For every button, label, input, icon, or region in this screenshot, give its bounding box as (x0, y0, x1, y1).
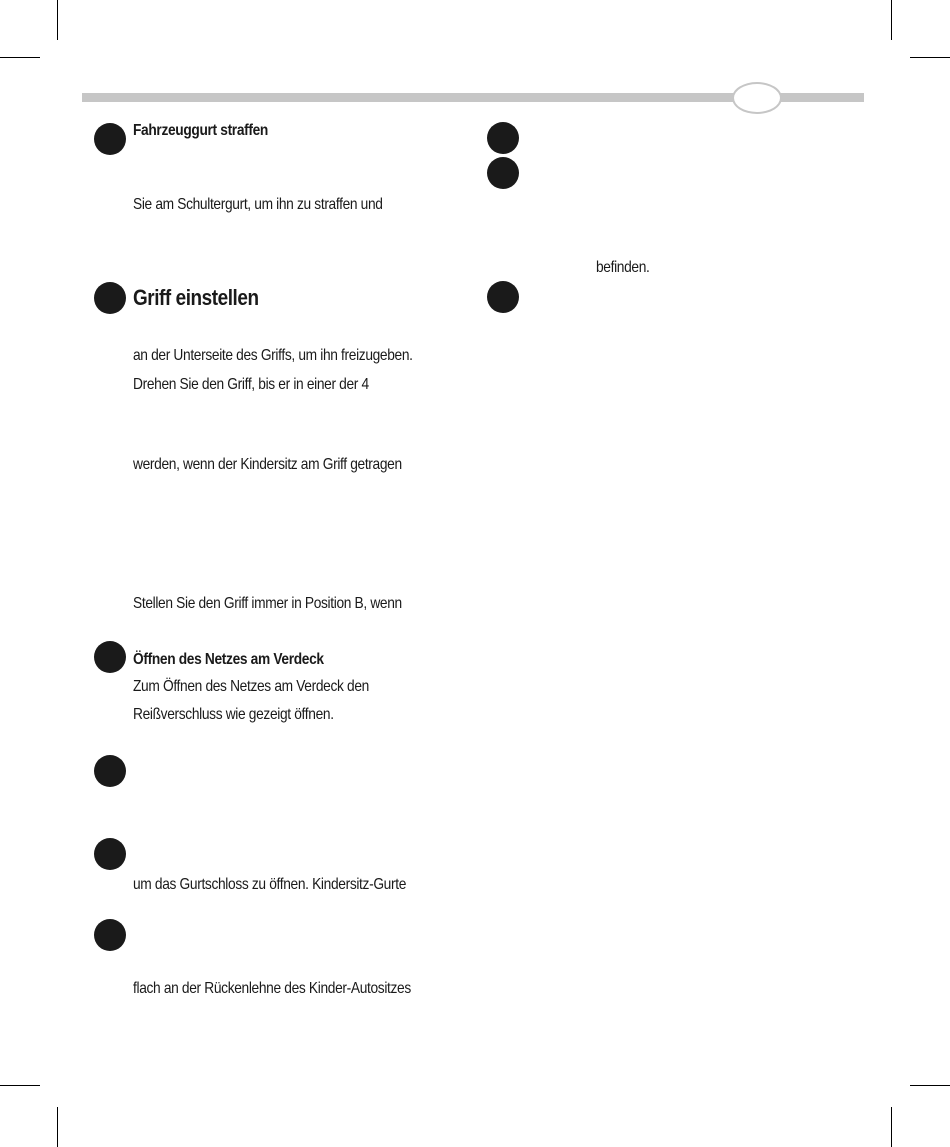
right-section2-line1: befinden. (596, 259, 650, 276)
step-bullet-2 (94, 282, 126, 314)
crop-mark-bottom-right-vertical (891, 1107, 892, 1147)
crop-mark-bottom-right-horizontal (910, 1085, 950, 1086)
crop-mark-top-left-vertical (57, 0, 58, 40)
section6-line1: flach an der Rückenlehne des Kinder-Autositzes (133, 980, 411, 997)
section-heading-griff: Griff einstellen (133, 285, 259, 310)
step-bullet-right-3 (487, 281, 519, 313)
step-bullet-right-1 (487, 122, 519, 154)
step-bullet-3 (94, 641, 126, 673)
page-number-badge (732, 82, 782, 114)
crop-mark-bottom-left-vertical (57, 1107, 58, 1147)
crop-mark-bottom-left-horizontal (0, 1085, 40, 1086)
section2-line1: an der Unterseite des Griffs, um ihn freizugeben. (133, 347, 413, 364)
section-heading-netz: Öffnen des Netzes am Verdeck (133, 651, 324, 668)
section-heading-fahrzeuggurt: Fahrzeuggurt straffen (133, 122, 268, 139)
section2-line3: werden, wenn der Kindersitz am Griff getragen (133, 456, 402, 473)
section2-line4: Stellen Sie den Griff immer in Position B, wenn (133, 595, 402, 612)
step-bullet-right-2 (487, 157, 519, 189)
step-bullet-1 (94, 123, 126, 155)
crop-mark-top-left-horizontal (0, 57, 40, 58)
step-bullet-4 (94, 755, 126, 787)
crop-mark-top-right-horizontal (910, 57, 950, 58)
crop-mark-top-right-vertical (891, 0, 892, 40)
section1-line1: Sie am Schultergurt, um ihn zu straffen und (133, 196, 383, 213)
section5-line1: um das Gurtschloss zu öffnen. Kindersitz-Gurte (133, 876, 407, 893)
section3-line1: Zum Öffnen des Netzes am Verdeck den (133, 678, 369, 695)
section3-line2: Reißverschluss wie gezeigt öffnen. (133, 706, 334, 723)
step-bullet-5 (94, 838, 126, 870)
step-bullet-6 (94, 919, 126, 951)
section2-line2: Drehen Sie den Griff, bis er in einer der 4 (133, 376, 369, 393)
